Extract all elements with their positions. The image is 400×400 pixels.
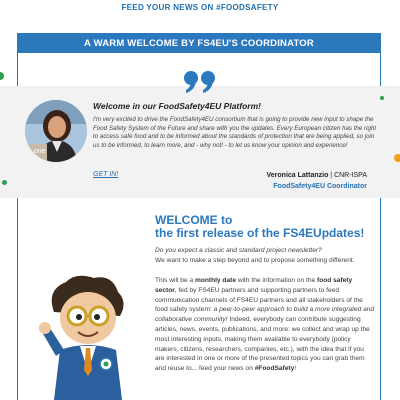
message-body: I'm very excited to drive the FoodSafety4EU consortium that is going to provide new input to shape the Food Safety System of the Future and share with you the updates. Every European citizen has the right to access safe food and to be informed about the standards of protection that are being applied, so join us to be informed, to learn more, and - why not! - to let us know your opinion and experience!: [93, 116, 377, 150]
decor-dot: [380, 96, 384, 100]
decor-dot: [394, 154, 400, 162]
get-in-link[interactable]: GET IN!: [93, 171, 119, 178]
signer-name: Veronica Lattanzio: [266, 172, 329, 179]
para-text: Indeed, everybody can contribute suggesting articles, news, events, publications, and more: we collect and wrap up the most interesting inputs, making them available to everybody (policy makers, citizens, researchers, companies, etc.), with the idea that if you are interested in one or more of the presented topics you can grab them and reuse to... feed your news on: [155, 316, 370, 373]
welcome-bar: [17, 33, 381, 53]
signer-org: | CNR-ISPA: [328, 172, 367, 179]
signer: [267, 172, 368, 179]
mascot-illustration: [36, 272, 140, 400]
para-hashtag: #FoodSafety: [254, 365, 295, 373]
decor-dot: [2, 180, 7, 185]
para-bold: food safety sector: [155, 277, 353, 294]
article-paragraph: [155, 276, 375, 374]
quote-icon: [182, 70, 218, 94]
decor-dot: [0, 72, 4, 80]
para-italic: a peer-to-peer approach to build a more integrated and collaborative community!: [155, 306, 375, 324]
photo-caption: one: [34, 148, 46, 155]
coordinator-photo: [25, 100, 87, 162]
top-banner-text: FEED YOUR NEWS ON #FOODSAFETY: [121, 3, 279, 12]
para-text: This will be a: [155, 277, 195, 284]
intro-answer: We want to make a step beyond and to propose something different.: [155, 257, 355, 264]
para-text: !: [294, 365, 297, 373]
para-text: with the information on the: [235, 277, 317, 284]
message-title: Welcome in our FoodSafety4EU Platform!: [93, 101, 261, 111]
top-banner: [0, 0, 400, 10]
welcome-bar-title: A WARM WELCOME BY FS4EU'S COORDINATOR: [84, 38, 314, 49]
para-text: , fed by FS4EU partners and supporting partners to feed communication channels of FS4EU partners and all stakeholders of the food safety system:: [155, 286, 363, 314]
para-bold: monthly date: [194, 277, 236, 284]
article-heading-line1: WELCOME to: [155, 213, 233, 227]
article-heading-line2: the first release of the FS4EUpdates!: [155, 226, 365, 240]
signer-role: FoodSafety4EU Coordinator: [273, 183, 367, 190]
intro-question: Do you expect a classic and standard project newsletter?: [155, 247, 322, 254]
